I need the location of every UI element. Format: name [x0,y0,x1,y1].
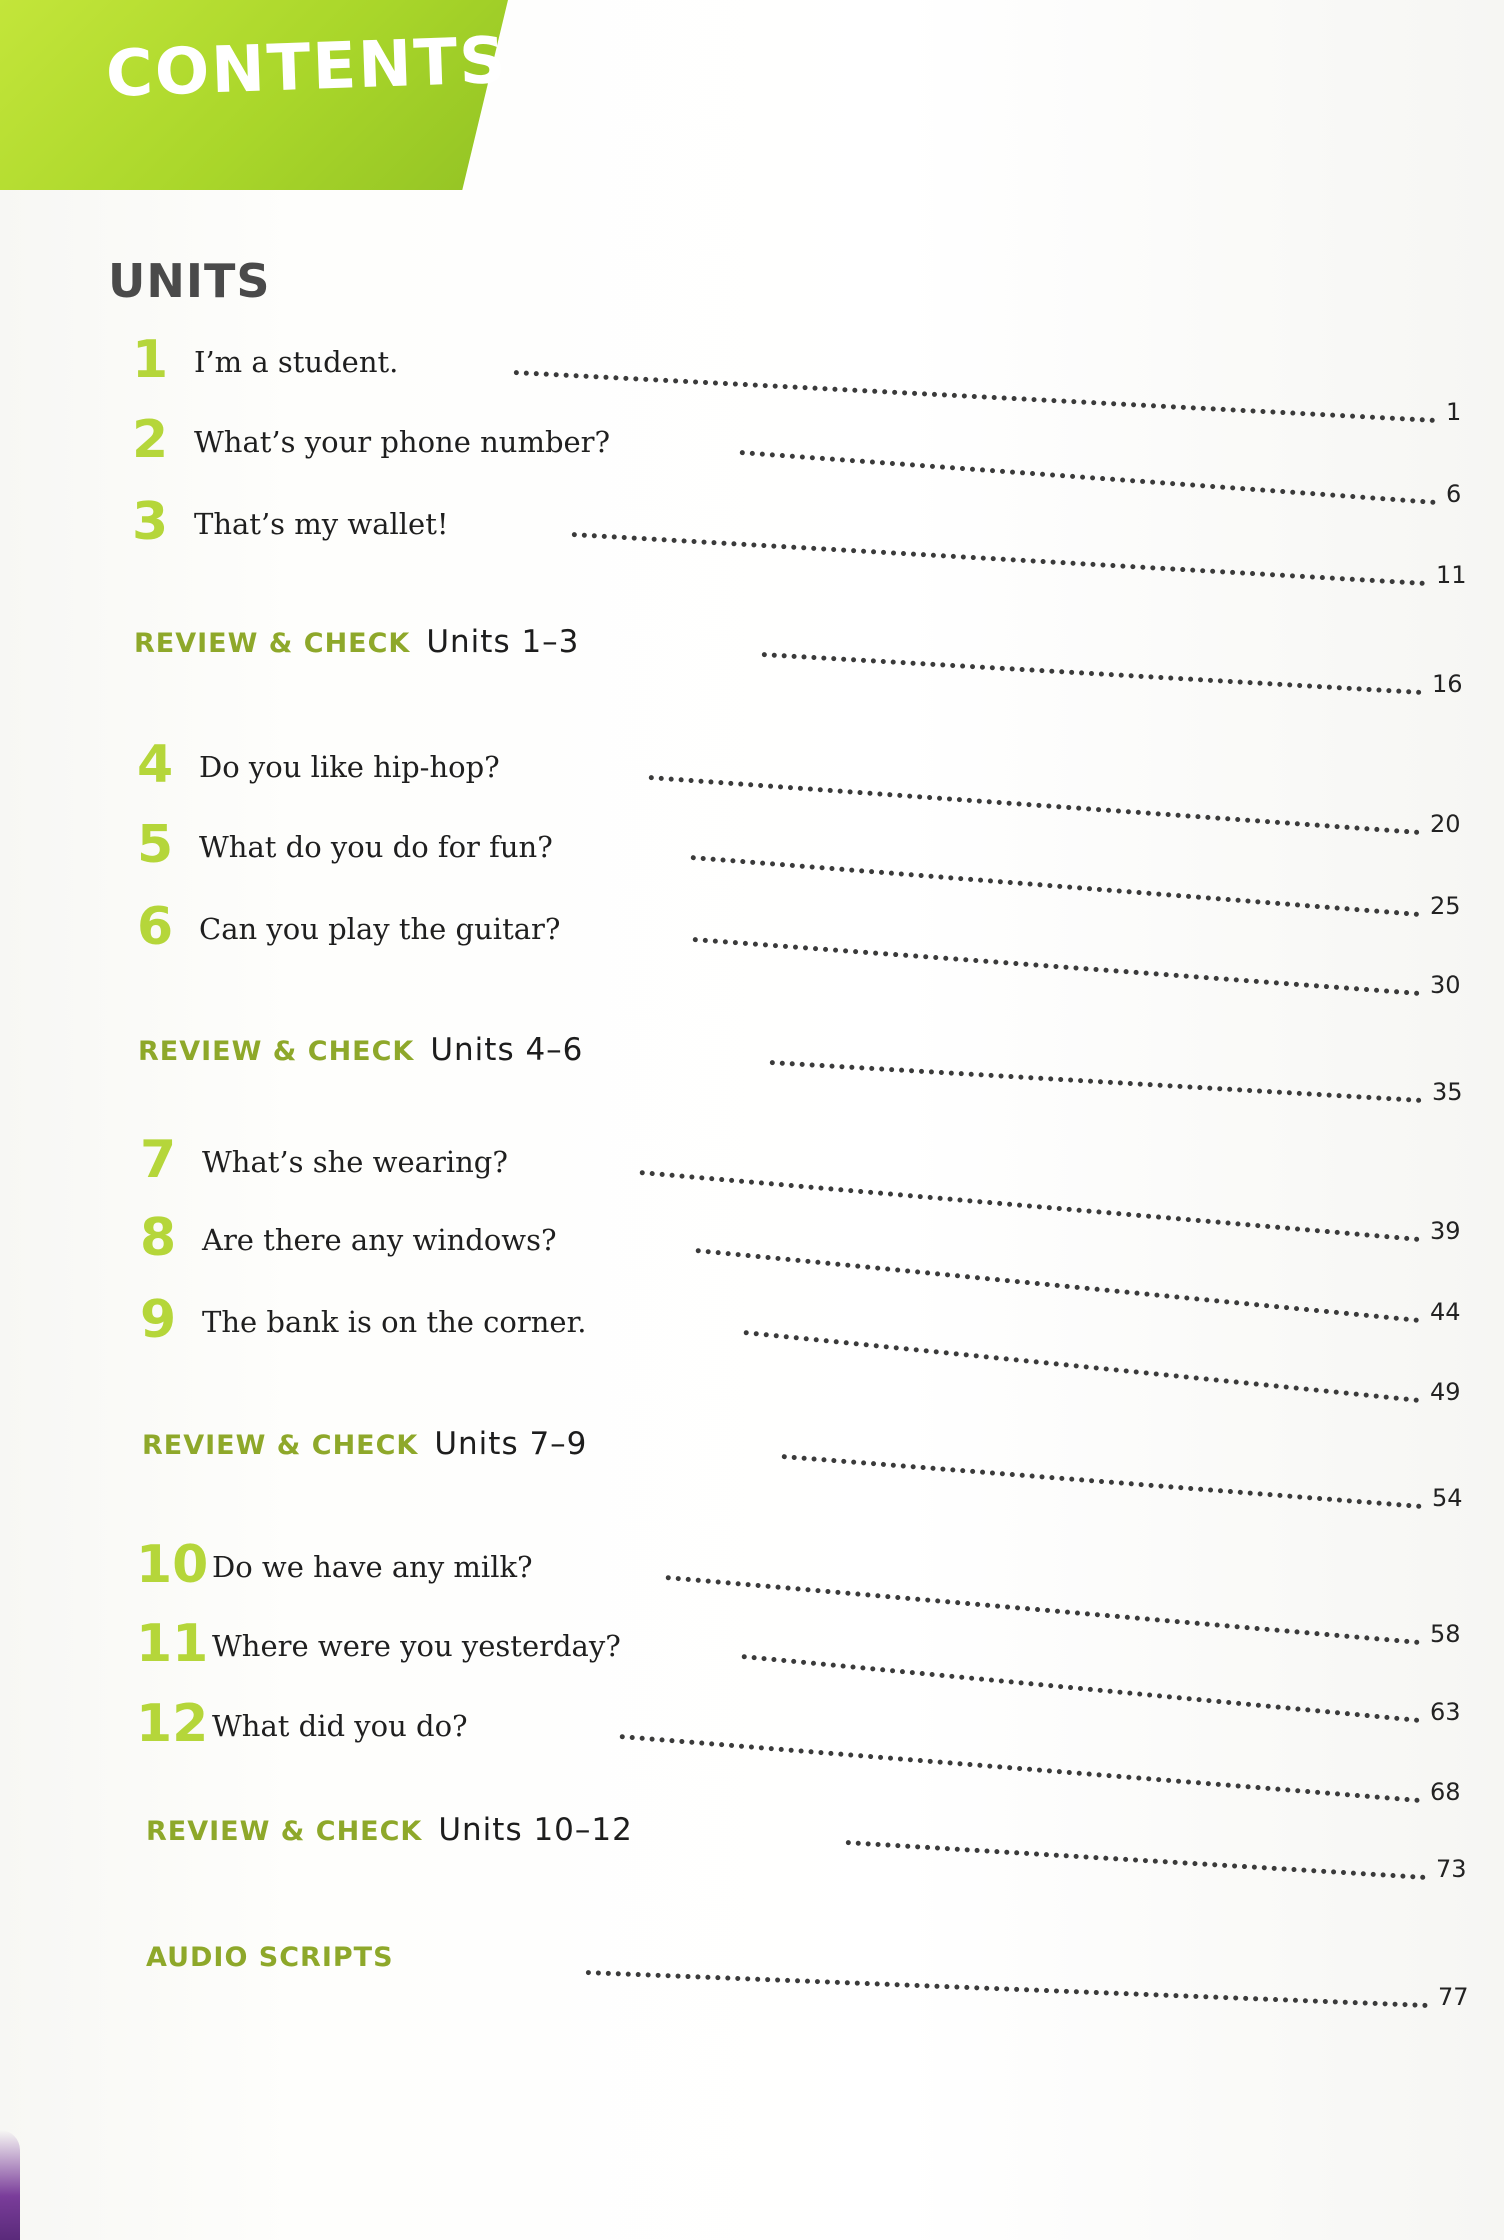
unit-title: Where were you yesterday? [212,1629,621,1663]
dot-leader [514,370,1436,423]
unit-title: What do you do for fun? [199,830,553,864]
unit-title: Can you play the guitar? [199,912,561,946]
section-heading: UNITS [108,254,271,308]
review-check-text: REVIEW & CHECK [134,628,411,659]
dot-leader [572,532,1426,586]
page-number: 58 [1430,1620,1461,1648]
unit-number: 9 [140,1290,177,1350]
page-number: 39 [1430,1217,1461,1245]
page-number: 30 [1430,971,1461,999]
dot-leader [649,775,1420,835]
review-check-label [134,624,579,660]
unit-number: 3 [132,492,169,552]
dot-leader [640,1170,1420,1242]
review-check-label [146,1812,633,1848]
unit-number: 11 [136,1614,209,1674]
page-number: 63 [1430,1698,1461,1726]
unit-title: Are there any windows? [202,1223,557,1257]
unit-title: That’s my wallet! [194,507,449,541]
page-number: 35 [1432,1078,1463,1106]
page-number: 73 [1436,1855,1467,1883]
dot-leader [693,937,1420,996]
unit-number: 8 [140,1208,177,1268]
dot-leader [620,1734,1420,1803]
review-check-text: REVIEW & CHECK [146,1816,423,1847]
audio-scripts-text: AUDIO SCRIPTS [146,1942,394,1973]
dot-leader [762,652,1422,695]
review-check-label [138,1032,583,1068]
dot-leader [691,855,1420,917]
review-check-label [142,1426,587,1462]
unit-number: 10 [136,1535,209,1595]
page-title: CONTENTS [104,24,509,112]
unit-number: 12 [136,1694,209,1754]
dot-leader [586,1970,1428,2008]
page-number: 6 [1446,480,1462,508]
page-number: 44 [1430,1298,1461,1326]
book-edge-decoration [0,2130,20,2240]
review-check-text: REVIEW & CHECK [138,1036,415,1067]
dot-leader [696,1248,1420,1323]
unit-number: 4 [137,735,174,795]
unit-number: 5 [137,815,174,875]
dot-leader [782,1454,1422,1509]
unit-title: What’s she wearing? [202,1145,508,1179]
unit-title: The bank is on the corner. [202,1305,587,1339]
unit-number: 6 [137,897,174,957]
review-units-range: Units 4–6 [430,1032,584,1068]
review-units-range: Units 1–3 [426,624,580,660]
dot-leader [740,450,1436,505]
dot-leader [770,1060,1422,1103]
page-number: 16 [1432,670,1463,698]
page-number: 49 [1430,1378,1461,1406]
page-number: 54 [1432,1484,1463,1512]
page-number: 77 [1438,1983,1469,2011]
unit-title: What did you do? [212,1709,468,1743]
unit-number: 7 [140,1130,177,1190]
page-number: 25 [1430,892,1461,920]
unit-title: I’m a student. [194,345,399,379]
page-number: 11 [1436,561,1467,589]
dot-leader [666,1575,1420,1645]
dot-leader [846,1840,1426,1880]
unit-title: Do you like hip-hop? [199,750,500,784]
page-number: 1 [1446,398,1462,426]
unit-number: 2 [132,410,169,470]
review-units-range: Units 10–12 [438,1812,633,1848]
unit-number: 1 [132,330,169,390]
review-units-range: Units 7–9 [434,1426,588,1462]
review-check-text: REVIEW & CHECK [142,1430,419,1461]
page-number: 20 [1430,810,1461,838]
page-number: 68 [1430,1778,1461,1806]
unit-title: What’s your phone number? [194,425,611,459]
audio-scripts-label [146,1942,394,1973]
unit-title: Do we have any milk? [212,1550,533,1584]
dot-leader [743,1330,1419,1403]
dot-leader [742,1654,1420,1723]
